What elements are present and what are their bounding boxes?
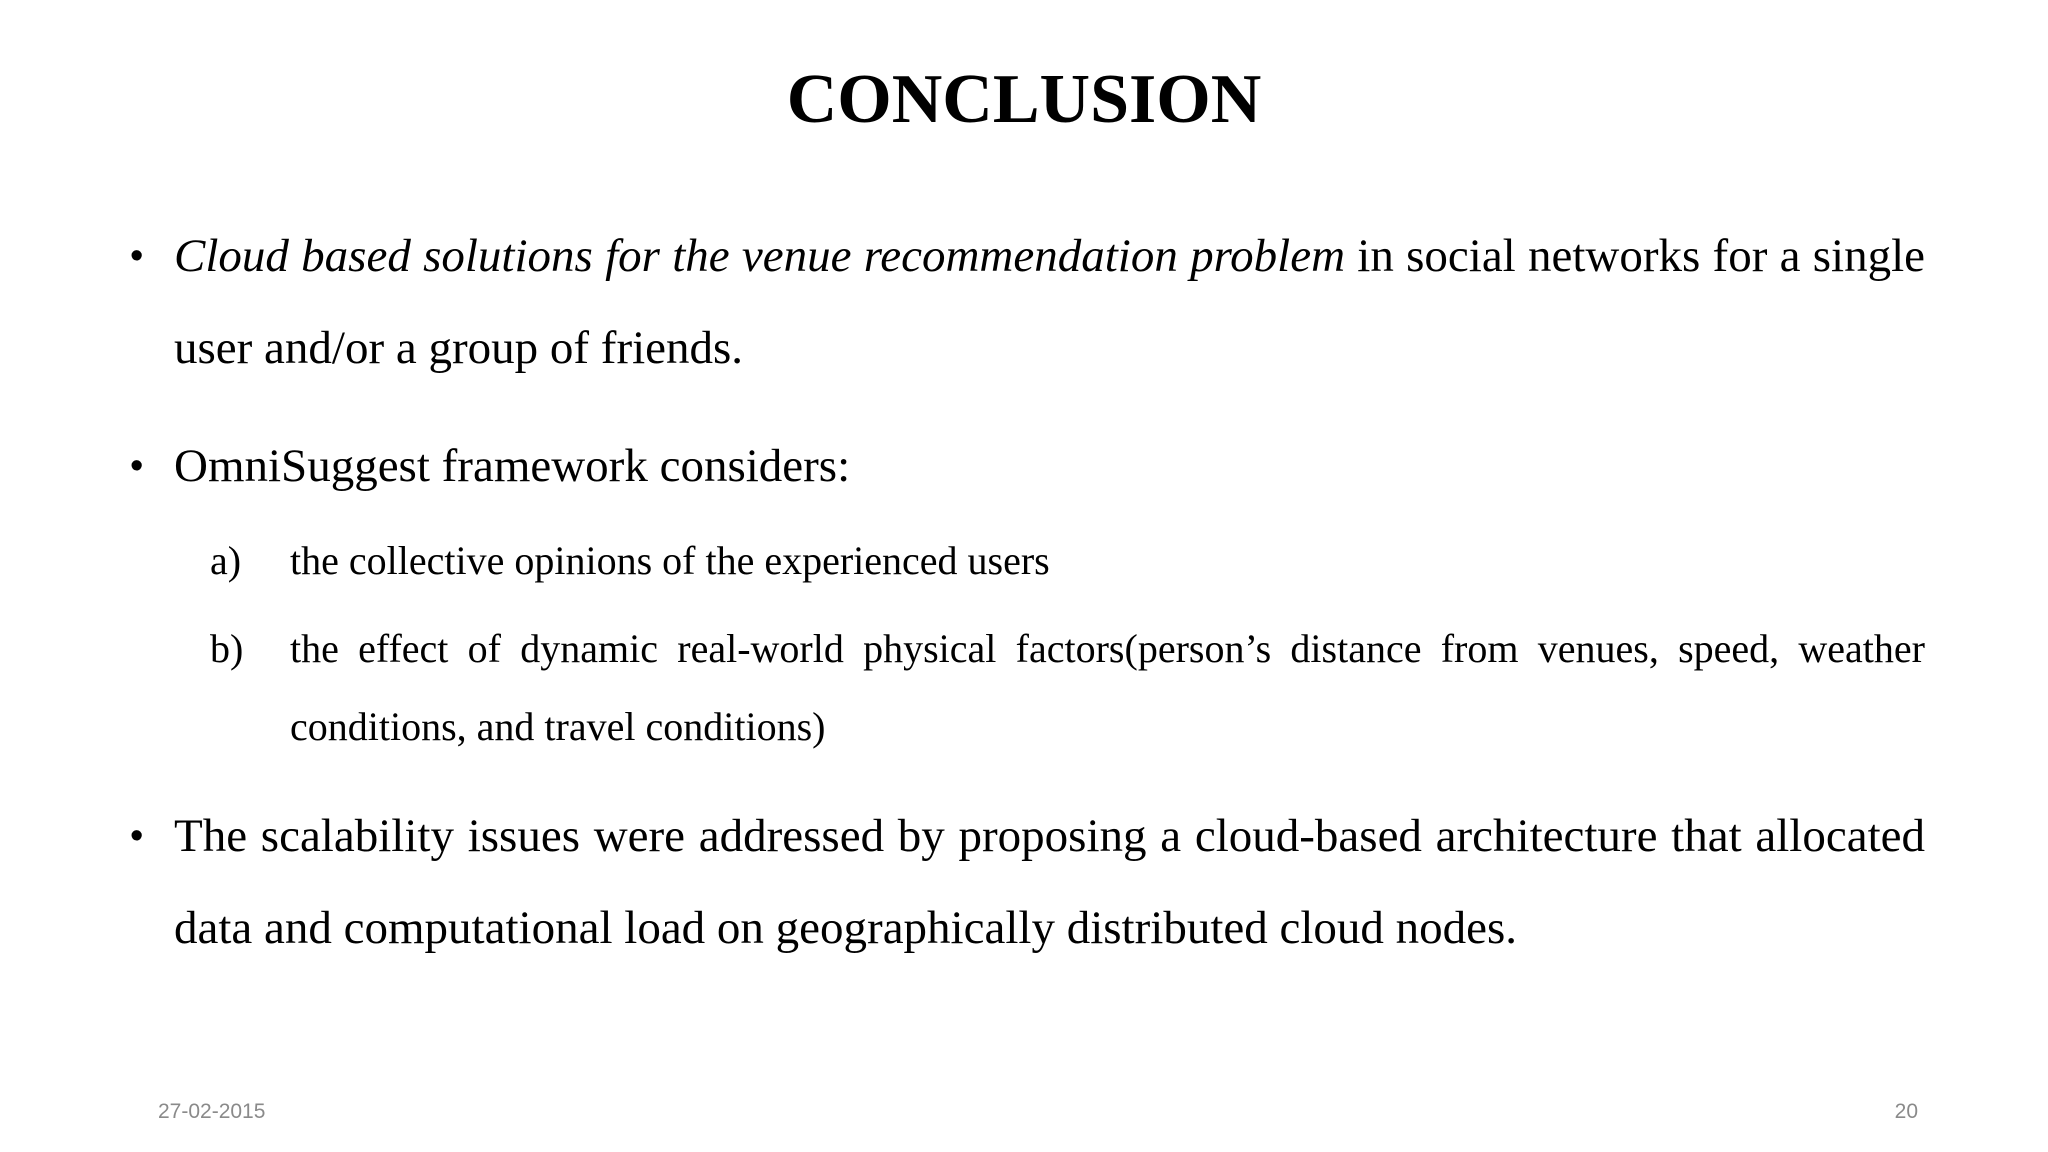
bullet-item [130, 210, 1925, 394]
bullet-item [130, 420, 1925, 512]
footer-date: 27-02-2015 [158, 1100, 266, 1123]
bullet-italic-text: Cloud based solutions for the venue recommendation problem [174, 230, 1346, 282]
bullet-symbol: • [130, 815, 144, 857]
bullet-plain-text: in social networks for a single user and/or a group of friends. [174, 230, 1926, 374]
bullet-symbol: • [130, 235, 144, 277]
sub-item-marker: a) [210, 538, 242, 583]
sub-item-text: the effect of dynamic real-world physical factors(person’s distance from venues, speed, weather conditions, and travel conditions) [290, 626, 1925, 749]
bullet-symbol: • [130, 445, 144, 487]
sub-item [210, 610, 1925, 766]
slide-title: CONCLUSION [786, 61, 1262, 138]
bullet-item [130, 790, 1925, 974]
bullet-text: The scalability issues were addressed by proposing a cloud-based architecture that allocated data and computational load on geographically distributed cloud nodes. [174, 810, 1925, 954]
sub-item [210, 522, 1925, 600]
footer-page-number: 20 [1894, 1100, 1918, 1123]
bullet-text [174, 210, 1925, 394]
sub-item-text: the collective opinions of the experienced users [290, 538, 1050, 583]
bullet-text: OmniSuggest framework considers: [174, 440, 851, 492]
sub-item-marker: b) [210, 626, 244, 671]
